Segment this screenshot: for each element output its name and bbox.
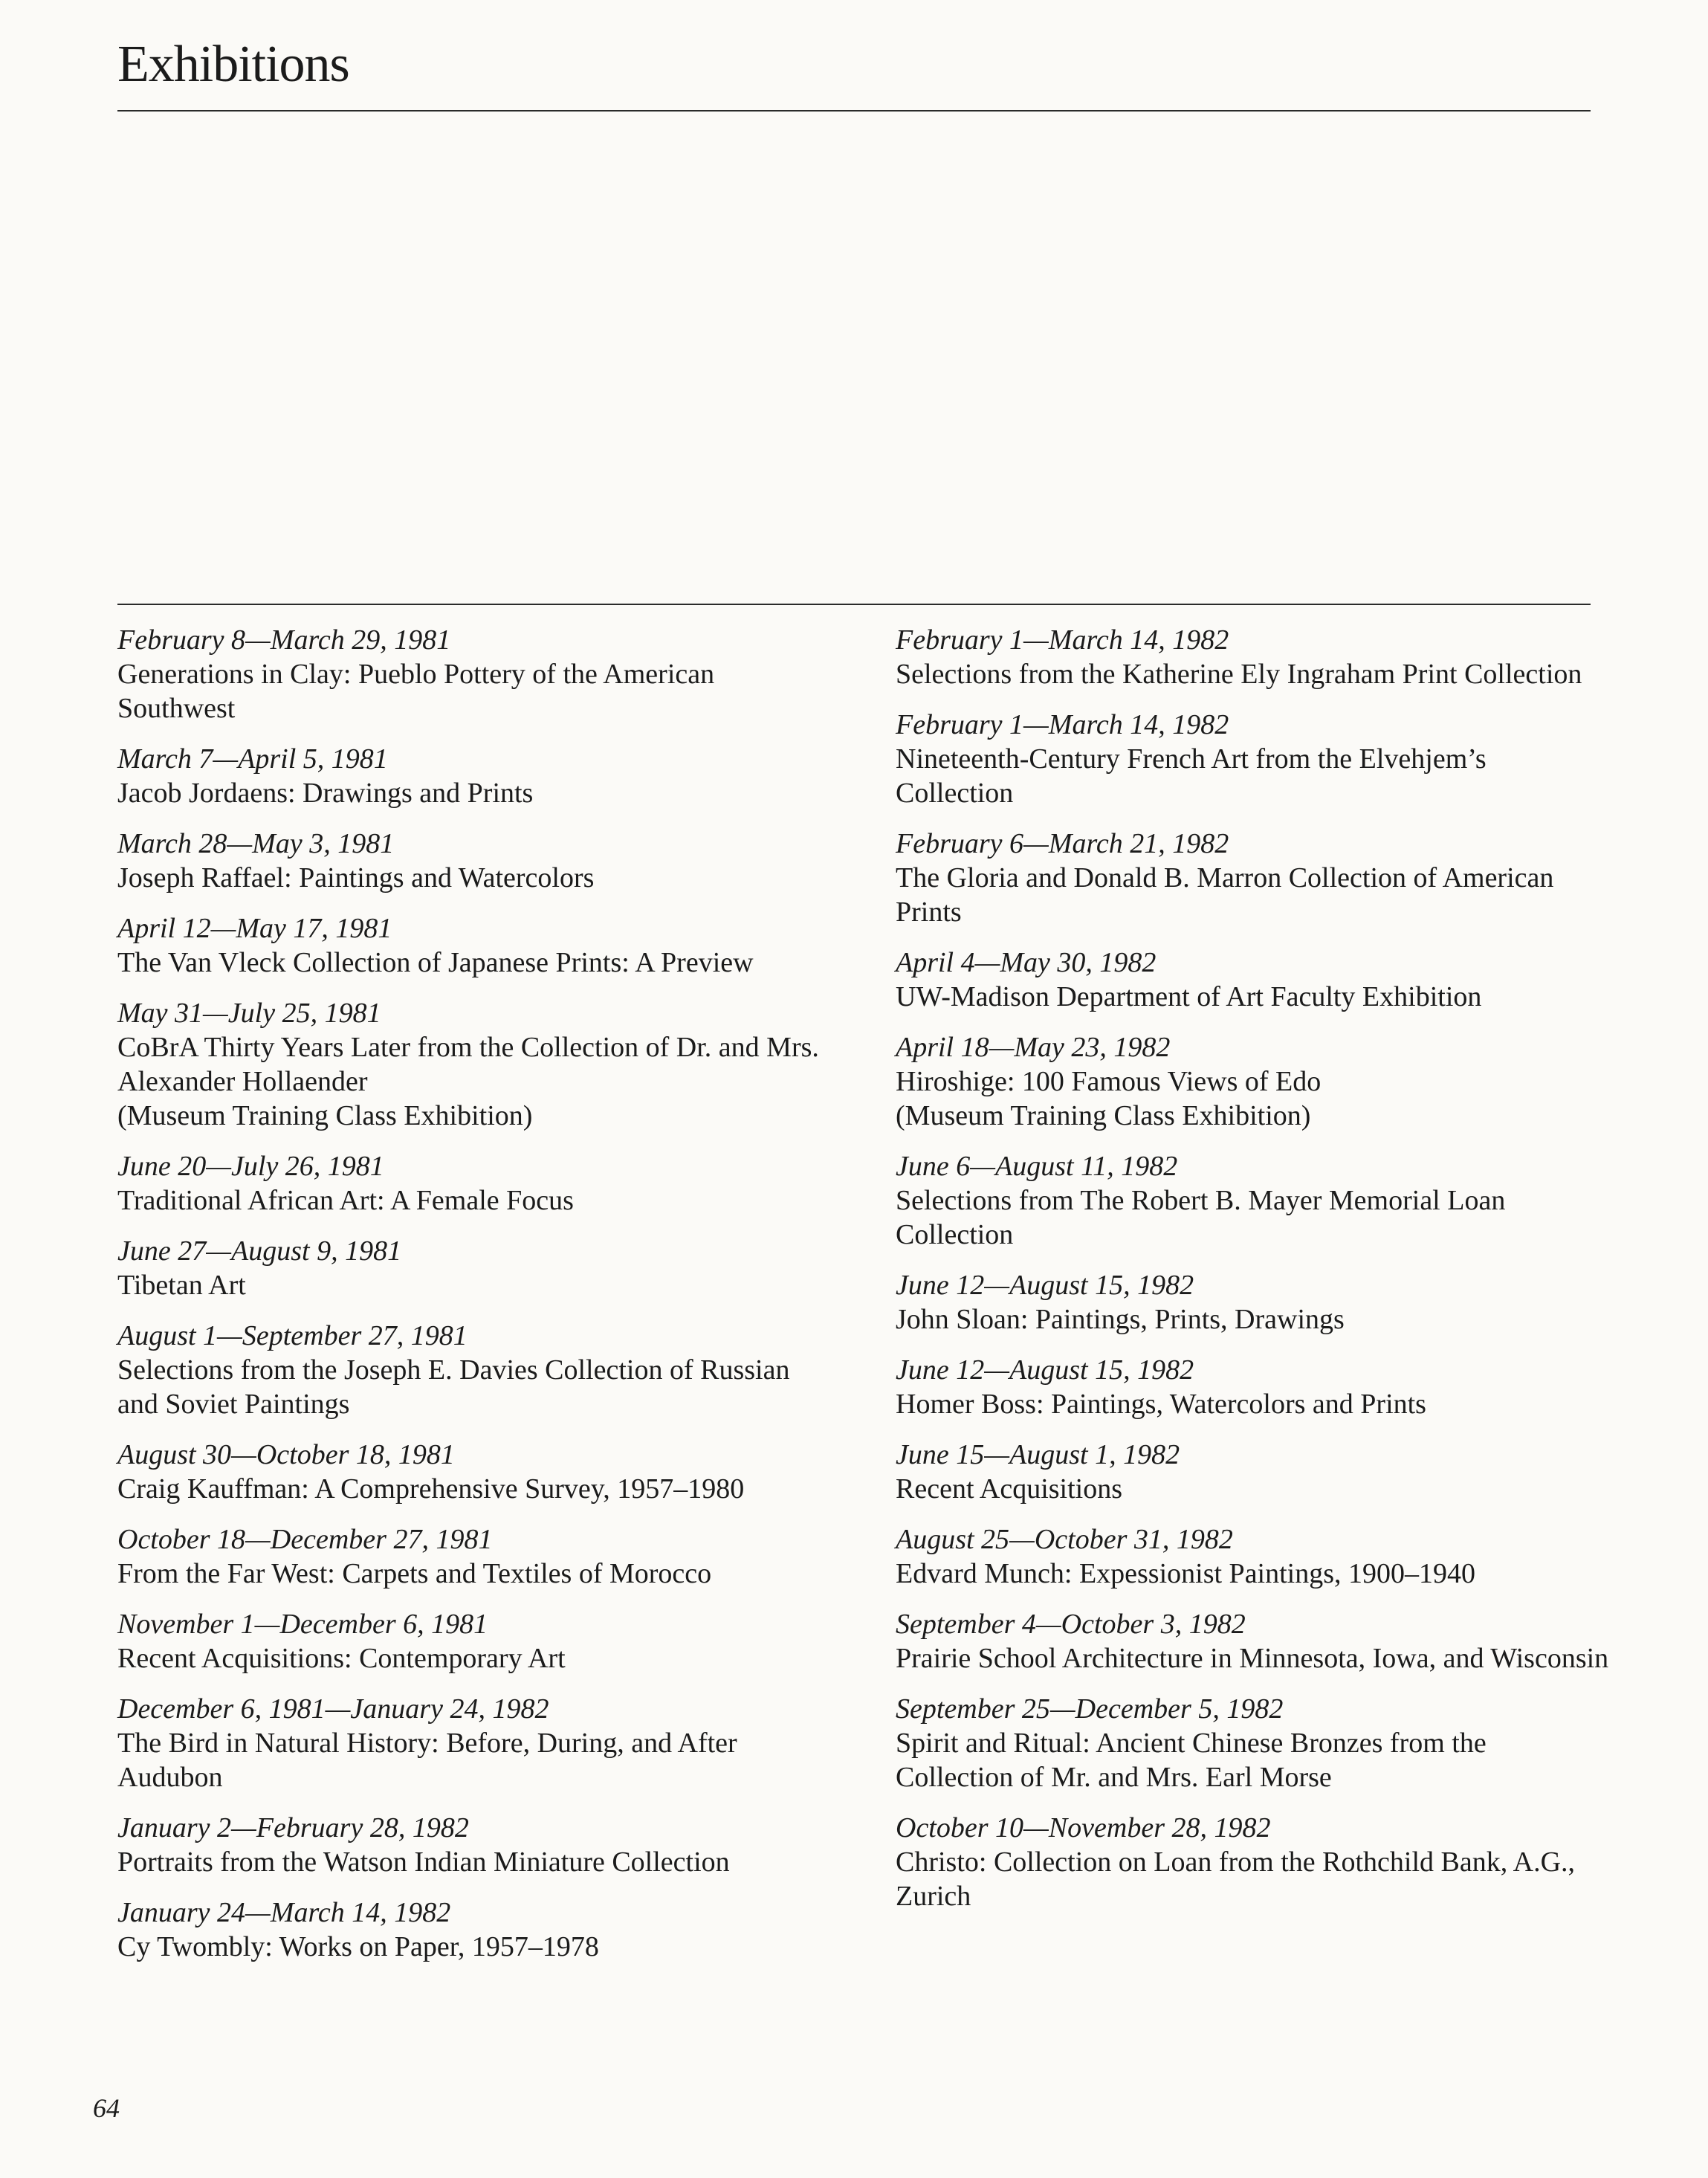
exhibition-date: January 24—March 14, 1982: [117, 1897, 451, 1928]
exhibition-date: October 18—December 27, 1981: [117, 1524, 493, 1555]
exhibition-entry: [117, 1692, 831, 1794]
exhibition-date: June 6—August 11, 1982: [896, 1151, 1178, 1182]
exhibition-title: Jacob Jordaens: Drawings and Prints: [117, 778, 534, 809]
exhibition-entry: [117, 996, 831, 1133]
exhibition-date: February 6—March 21, 1982: [896, 828, 1229, 859]
exhibition-date: April 12—May 17, 1981: [117, 913, 392, 944]
exhibition-entry: [896, 946, 1609, 1014]
exhibition-date: June 20—July 26, 1981: [117, 1151, 384, 1182]
exhibition-date: November 1—December 6, 1981: [117, 1609, 488, 1640]
exhibition-title: Edvard Munch: Expessionist Paintings, 1900–1940: [896, 1558, 1476, 1589]
exhibition-entry: [117, 1896, 831, 1964]
exhibition-title: Selections from the Katherine Ely Ingraham Print Collection: [896, 659, 1582, 690]
exhibition-title: Christo: Collection on Loan from the Rothchild Bank, A.G., Zurich: [896, 1846, 1576, 1912]
exhibition-entry: [117, 623, 831, 726]
exhibition-title: Craig Kauffman: A Comprehensive Survey, 1957–1980: [117, 1473, 745, 1505]
exhibition-title: The Bird in Natural History: Before, During, and After Audubon: [117, 1728, 737, 1793]
header-rule: [117, 110, 1591, 112]
exhibition-title: Spirit and Ritual: Ancient Chinese Bronzes from the Collection of Mr. and Mrs. Earl Morse: [896, 1728, 1487, 1793]
exhibition-date: April 4—May 30, 1982: [896, 947, 1157, 978]
exhibition-note: (Museum Training Class Exhibition): [117, 1100, 533, 1131]
exhibition-date: September 25—December 5, 1982: [896, 1693, 1284, 1725]
exhibition-date: April 18—May 23, 1982: [896, 1032, 1171, 1063]
exhibition-note: (Museum Training Class Exhibition): [896, 1100, 1311, 1131]
exhibition-date: October 10—November 28, 1982: [896, 1812, 1271, 1843]
exhibition-date: August 30—October 18, 1981: [117, 1439, 455, 1470]
left-column: [117, 623, 831, 1980]
exhibition-date: September 4—October 3, 1982: [896, 1609, 1246, 1640]
exhibition-title: UW-Madison Department of Art Faculty Exhibition: [896, 981, 1482, 1012]
exhibition-entry: [117, 1234, 831, 1302]
exhibition-title: From the Far West: Carpets and Textiles of Morocco: [117, 1558, 712, 1589]
exhibition-entry: [896, 1149, 1609, 1252]
exhibition-date: June 15—August 1, 1982: [896, 1439, 1180, 1470]
exhibition-entry: [117, 1319, 831, 1421]
exhibition-title: Tibetan Art: [117, 1270, 246, 1301]
page-number: 64: [93, 2093, 120, 2123]
exhibition-entry: [117, 1607, 831, 1675]
section-rule: [117, 604, 1591, 605]
exhibition-date: June 27—August 9, 1981: [117, 1235, 402, 1267]
exhibition-entry: [896, 708, 1609, 810]
page-title: Exhibitions: [117, 36, 349, 93]
exhibition-title: Selections from The Robert B. Mayer Memorial Loan Collection: [896, 1185, 1506, 1250]
exhibition-entry: [117, 1811, 831, 1879]
exhibition-title: Homer Boss: Paintings, Watercolors and Prints: [896, 1389, 1426, 1420]
exhibition-date: December 6, 1981—January 24, 1982: [117, 1693, 549, 1725]
exhibition-date: March 7—April 5, 1981: [117, 743, 388, 775]
exhibition-date: June 12—August 15, 1982: [896, 1270, 1194, 1301]
exhibition-entry: [896, 1811, 1609, 1913]
exhibition-date: August 1—September 27, 1981: [117, 1320, 468, 1351]
exhibition-entry: [896, 1030, 1609, 1133]
exhibition-title: Traditional African Art: A Female Focus: [117, 1185, 574, 1216]
exhibition-title: Generations in Clay: Pueblo Pottery of the American Southwest: [117, 659, 715, 724]
exhibition-title: Selections from the Joseph E. Davies Collection of Russian and Soviet Paintings: [117, 1354, 790, 1420]
exhibition-entry: [896, 1522, 1609, 1591]
exhibition-title: Joseph Raffael: Paintings and Watercolors: [117, 862, 595, 894]
exhibition-date: February 8—March 29, 1981: [117, 624, 451, 656]
exhibition-entry: [896, 1692, 1609, 1794]
exhibition-date: August 25—October 31, 1982: [896, 1524, 1233, 1555]
exhibition-date: January 2—February 28, 1982: [117, 1812, 469, 1843]
exhibition-title: The Gloria and Donald B. Marron Collection of American Prints: [896, 862, 1554, 928]
exhibition-title: John Sloan: Paintings, Prints, Drawings: [896, 1304, 1345, 1335]
exhibition-date: February 1—March 14, 1982: [896, 624, 1229, 656]
exhibition-entry: [896, 827, 1609, 929]
exhibition-title: Hiroshige: 100 Famous Views of Edo: [896, 1066, 1322, 1097]
exhibition-entry: [117, 827, 831, 895]
exhibition-date: February 1—March 14, 1982: [896, 709, 1229, 740]
exhibition-title: Prairie School Architecture in Minnesota, Iowa, and Wisconsin: [896, 1643, 1609, 1674]
exhibition-date: May 31—July 25, 1981: [117, 998, 381, 1029]
exhibition-date: March 28—May 3, 1981: [117, 828, 395, 859]
exhibition-title: Nineteenth-Century French Art from the Elvehjem’s Collection: [896, 743, 1487, 809]
exhibition-title: Recent Acquisitions: [896, 1473, 1123, 1505]
exhibition-entry: [117, 742, 831, 810]
exhibition-title: Portraits from the Watson Indian Miniature Collection: [117, 1846, 730, 1878]
exhibition-entry: [117, 1522, 831, 1591]
exhibition-entry: [896, 1268, 1609, 1337]
exhibition-date: June 12—August 15, 1982: [896, 1354, 1194, 1386]
exhibition-entry: [117, 1438, 831, 1506]
exhibition-entry: [896, 623, 1609, 691]
exhibition-entry: [117, 911, 831, 980]
exhibition-entry: [896, 1607, 1609, 1675]
exhibition-title: The Van Vleck Collection of Japanese Prints: A Preview: [117, 947, 754, 978]
exhibition-entry: [896, 1353, 1609, 1421]
exhibition-entry: [896, 1438, 1609, 1506]
exhibition-title: CoBrA Thirty Years Later from the Collection of Dr. and Mrs. Alexander Hollaender: [117, 1032, 819, 1097]
exhibition-entry: [117, 1149, 831, 1218]
right-column: [896, 623, 1609, 1930]
exhibition-title: Cy Twombly: Works on Paper, 1957–1978: [117, 1931, 599, 1962]
exhibition-title: Recent Acquisitions: Contemporary Art: [117, 1643, 566, 1674]
